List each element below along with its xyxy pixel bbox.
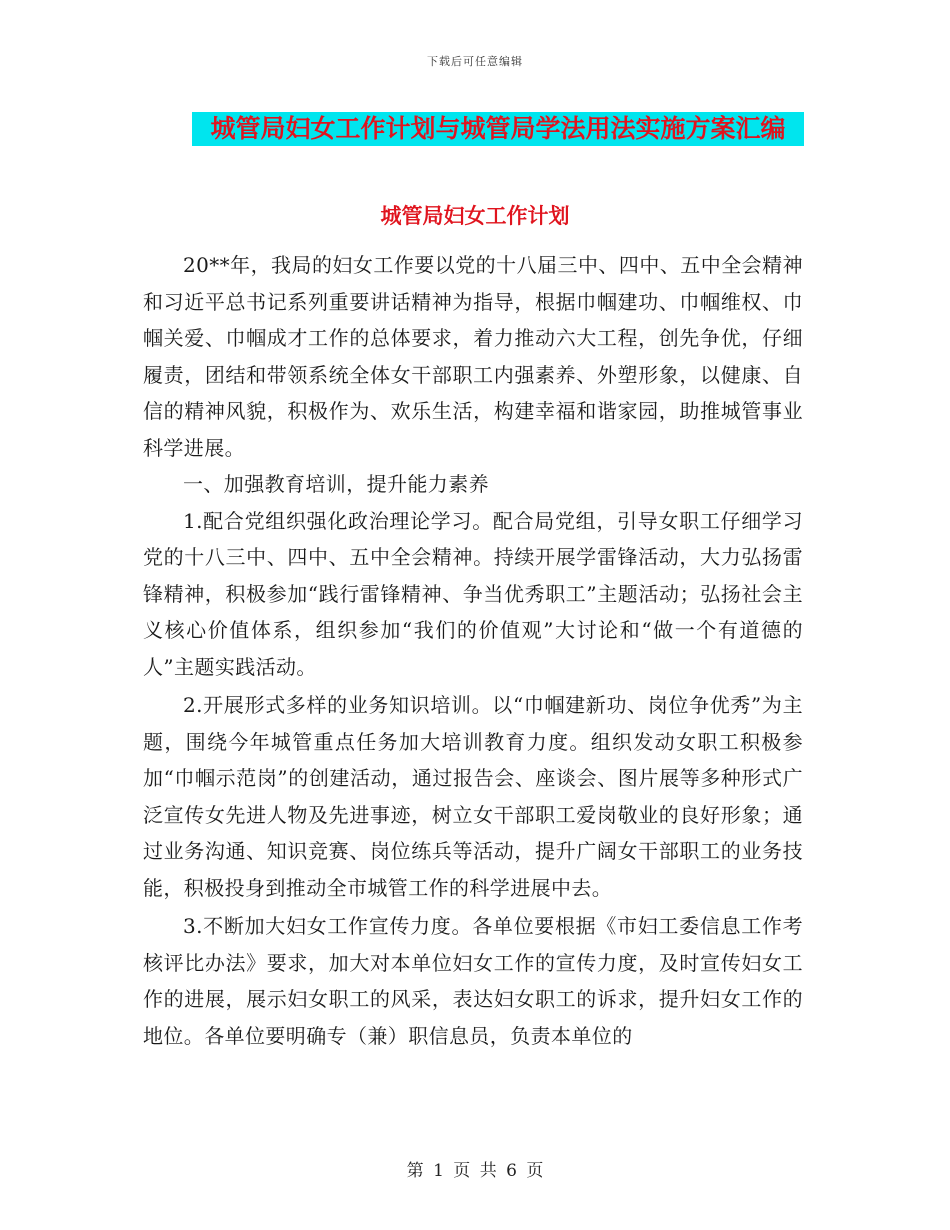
page-footer: 第 1 页 共 6 页 <box>406 1161 544 1181</box>
document-title: 城管局妇女工作计划与城管局学法用法实施方案汇编 <box>210 114 786 143</box>
heading-section-1: 一、加强教育培训，提升能力素养 <box>183 472 489 496</box>
section-title: 城管局妇女工作计划 <box>380 203 570 228</box>
paragraph-item-3: 3.不断加大妇女工作宣传力度。各单位要根据《市妇工委信息工作考核评比办法》要求，加大对本单位妇女工作的宣传力度，及时宣传妇女工作的进展，展示妇女职工的风采，表达妇女职工的诉求，提升妇女工作的地位。各单位要明确专（兼）职信息员，负责本单位的 <box>143 914 803 1048</box>
paragraph-intro: 20**年，我局的妇女工作要以党的十八届三中、四中、五中全会精神和习近平总书记系列重要讲话精神为指导，根据巾帼建功、巾帼维权、巾帼关爱、巾帼成才工作的总体要求，着力推动六大工程，创先争优，仔细履责，团结和带领系统全体女干部职工内强素养、外塑形象，以健康、自信的精神风貌，积极作为、欢乐生活，构建幸福和谐家园，助推城管事业科学进展。 <box>143 253 803 460</box>
paragraph-item-2: 2.开展形式多样的业务知识培训。以“巾帼建新功、岗位争优秀”为主题，围绕今年城管重点任务加大培训教育力度。组织发动女职工积极参加“巾帼示范岗”的创建活动，通过报告会、座谈会、图片展等多种形式广泛宣传女先进人物及先进事迹，树立女干部职工爱岗敬业的良好形象；通过业务沟通、知识竞赛、岗位练兵等活动，提升广阔女干部职工的业务技能，积极投身到推动全市城管工作的科学进展中去。 <box>143 693 803 900</box>
header-note: 下载后可任意编辑 <box>427 55 523 68</box>
document-body <box>143 247 803 1054</box>
paragraph-item-1: 1.配合党组织强化政治理论学习。配合局党组，引导女职工仔细学习党的十八三中、四中、五中全会精神。持续开展学雷锋活动，大力弘扬雷锋精神，积极参加“践行雷锋精神、争当优秀职工”主题活动；弘扬社会主义核心价值体系，组织参加“我们的价值观”大讨论和“做一个有道德的人”主题实践活动。 <box>143 508 803 679</box>
